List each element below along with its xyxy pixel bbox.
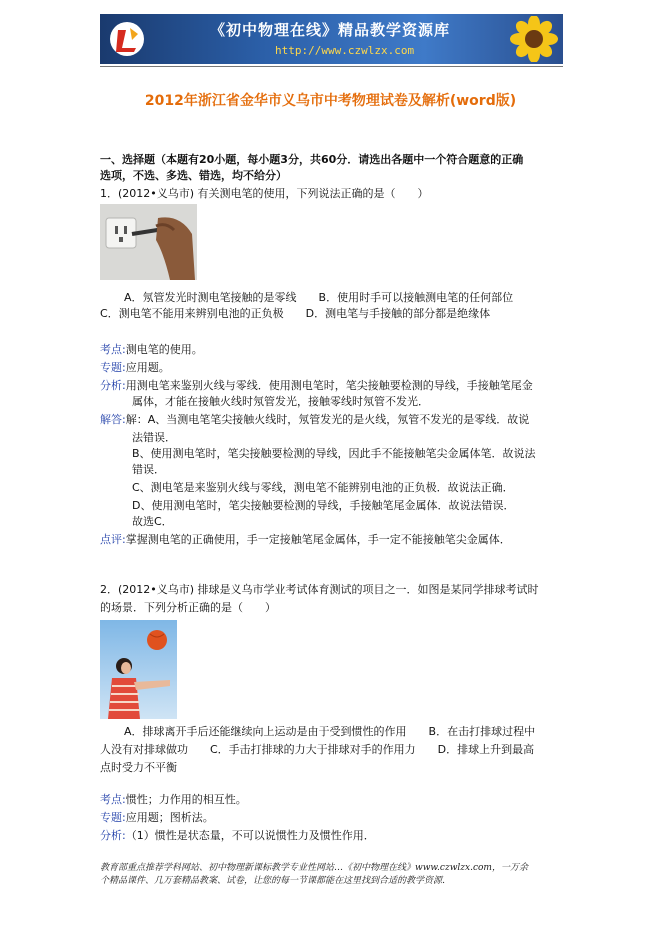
- question-2-stem-cont: 的场景．下列分析正确的是（ ）: [100, 601, 276, 614]
- question-2-options-3: 点时受力不平衡: [100, 761, 177, 774]
- q2-fenxi: [100, 828, 375, 844]
- q1-dianping: [100, 532, 511, 548]
- q1-zhuanti: [100, 360, 170, 376]
- question-1-stem: 1．(2012•义乌市) 有关测电笔的使用，下列说法正确的是（ ）: [100, 187, 429, 200]
- document-title: 2012年浙江省金华市义乌市中考物理试卷及解析(word版): [144, 93, 517, 109]
- jieda-text-2: 法错误．: [132, 431, 176, 444]
- fenxi-text-cont: 属体，才能在接触火线时氖管发光，接触零线时氖管不发光．: [132, 395, 429, 408]
- question-2-stem: 2．(2012•义乌市) 排球是义乌市学业考试体育测试的项目之一．如图是某同学排球考试时: [100, 583, 539, 596]
- footer-line-1: 教育部重点推荐学科网站、初中物理新课标教学专业性网站…《初中物理在线》www.czwlzx.com，一万余: [100, 863, 528, 873]
- question-1-options-ab: A．氖管发光时测电笔接触的是零线 B．使用时手可以接触测电笔的任何部位: [124, 291, 514, 304]
- section-heading: 一、选择题（本题有20小题，每小题3分，共60分．请选出各题中一个符合题意的正确: [100, 153, 524, 166]
- question-1-options-cd: C．测电笔不能用来辨别电池的正负极 D．测电笔与手接触的部分都是绝缘体: [100, 307, 491, 320]
- kaodian-text: 测电笔的使用。: [125, 343, 203, 356]
- volleyball-photo: [100, 620, 177, 719]
- fenxi-label: 分析:: [100, 829, 126, 842]
- dianping-label: 点评:: [100, 533, 126, 546]
- section-heading-cont: 选项，不选、多选、错选，均不给分）: [100, 169, 287, 182]
- q1-jieda: [100, 412, 529, 428]
- zhuanti-label: 专题:: [100, 811, 126, 824]
- q2-kaodian: [100, 792, 247, 808]
- jieda-text-3: B、使用测电笔时，笔尖接触要检测的导线，因此手不能接触笔尖金属体笔．故说法: [132, 447, 536, 460]
- kaodian-label: 考点:: [100, 343, 126, 356]
- jieda-label: 解答:: [100, 413, 126, 426]
- site-logo-icon: [108, 20, 146, 58]
- jieda-text-4: 错误．: [132, 463, 165, 476]
- header-divider: [100, 66, 563, 67]
- banner-title: 《初中物理在线》精品教学资源库: [210, 21, 451, 39]
- jieda-text-6: D、使用测电笔时，笔尖接触要检测的导线，手接触笔尾金属体．故说法错误．: [132, 499, 515, 512]
- page-footer: [100, 862, 570, 888]
- q1-kaodian: [100, 342, 203, 358]
- footer-line-2: 个精品课件、几万套精品教案、试卷，让您的每一节课都能在这里找到合适的教学资源．: [100, 876, 452, 886]
- fenxi-text: 用测电笔来鉴别火线与零线．使用测电笔时，笔尖接触要检测的导线，手接触笔尾金: [125, 379, 533, 392]
- kaodian-text: 惯性；力作用的相互性。: [125, 793, 247, 806]
- test-pen-photo: [100, 204, 197, 280]
- zhuanti-label: 专题:: [100, 361, 126, 374]
- sunflower-icon: [509, 16, 559, 62]
- jieda-text: 解：A、当测电笔笔尖接触火线时，氖管发光的是火线，氖管不发光的是零线．故说: [125, 413, 530, 426]
- zhuanti-text: 应用题；图析法。: [125, 811, 214, 824]
- kaodian-label: 考点:: [100, 793, 126, 806]
- banner-url[interactable]: http://www.czwlzx.com: [275, 44, 415, 57]
- jieda-text-5: C、测电笔是来鉴别火线与零线，测电笔不能辨别电池的正负极．故说法正确．: [132, 481, 514, 494]
- zhuanti-text: 应用题。: [125, 361, 170, 374]
- q2-zhuanti: [100, 810, 214, 826]
- q1-fenxi: [100, 378, 533, 394]
- jieda-text-7: 故选C．: [132, 515, 173, 528]
- question-2-options-2: 人没有对排球做功 C．手击打排球的力大于排球对手的作用力 D．排球上升到最高: [100, 743, 535, 756]
- question-2-options-1: A．排球离开手后还能继续向上运动是由于受到惯性的作用 B．在击打排球过程中: [124, 725, 536, 738]
- fenxi-label: 分析:: [100, 379, 126, 392]
- dianping-text: 掌握测电笔的正确使用，手一定接触笔尾金属体，手一定不能接触笔尖金属体．: [125, 533, 511, 546]
- fenxi-text: （1）惯性是状态量，不可以说惯性力及惯性作用．: [125, 829, 375, 842]
- site-banner: [100, 14, 563, 64]
